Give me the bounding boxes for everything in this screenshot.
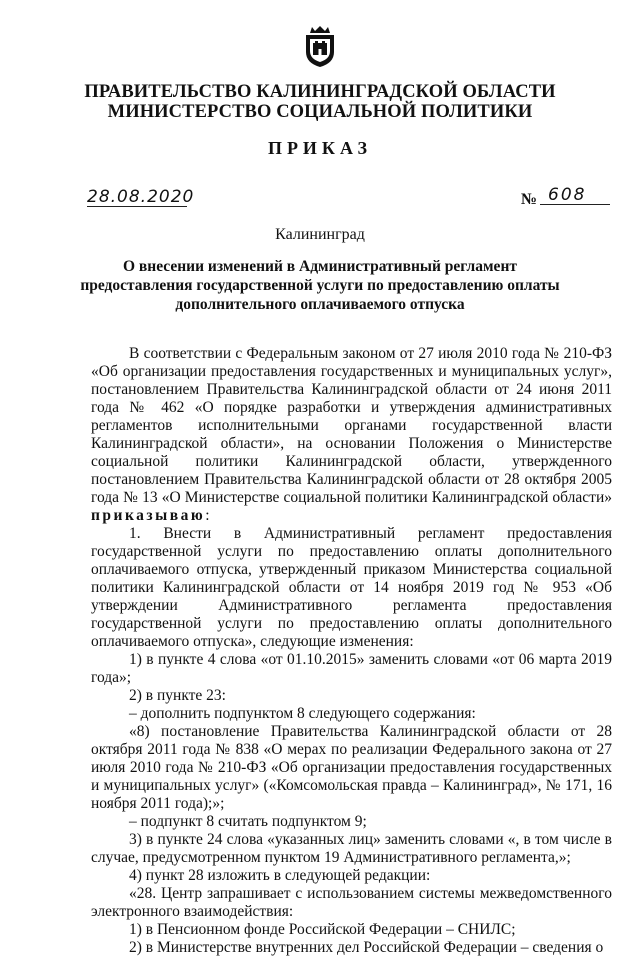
- ministry-name: МИНИСТЕРСТВО СОЦИАЛЬНОЙ ПОЛИТИКИ: [107, 102, 533, 122]
- order-number: 608: [540, 186, 610, 205]
- paragraph: – подпункт 8 считать подпунктом 9;: [129, 813, 367, 830]
- government-name: ПРАВИТЕЛЬСТВО КАЛИНИНГРАДСКОЙ ОБЛАСТИ: [84, 82, 556, 102]
- preamble-paragraph: [91, 345, 612, 525]
- preamble-colon: :: [205, 507, 210, 524]
- paragraph: 3) в пункте 24 слова «указанных лиц» заменить словами «, в том числе в случае, предусмотренном пунктом 19 Административного регламента,»;: [91, 831, 612, 866]
- order-date: 28.08.2020: [87, 187, 195, 207]
- paragraph: 4) пункт 28 изложить в следующей редакции:: [129, 867, 431, 884]
- city: Калининград: [275, 226, 365, 243]
- order-number-label: №: [521, 191, 538, 208]
- paragraph: – дополнить подпунктом 8 следующего содержания:: [129, 705, 476, 722]
- preamble-text: В соответствии с Федеральным законом от 27 июля 2010 года № 210-ФЗ «Об организации предоставления государственных и муниципальных услуг», постановлением Правительства Калининградской области от 24 июня 2011 года № 462 «О порядке разработки и утверждения административных регламентов исполнительными органами государственной власти Калининградской области», на основании Положения о Министерстве социальной политики Калининградской области, утвержденного постановлением Правительства Калининградской области от 28 октября 2005 года № 13 «О Министерстве социальной политики Калининградской области»: [91, 345, 612, 506]
- paragraph: 1. Внести в Административный регламент предоставления государственной услуги по предоставлению оплаты дополнительного оплачиваемого отпуска, утвержденный приказом Министерства социальной политики Калининградской области от 14 ноября 2019 год № 953 «Об утверждении Административного регламента предоставления государственной услуги по предоставлению оплаты дополнительного оплачиваемого отпуска», следующие изменения:: [91, 525, 612, 650]
- paragraph: 1) в пункте 4 слова «от 01.10.2015» заменить словами «от 06 марта 2019 года»;: [91, 651, 612, 686]
- paragraph: 2) в Министерстве внутренних дел Российской Федерации – сведения о: [129, 939, 604, 956]
- paragraph: «8) постановление Правительства Калининградской области от 28 октября 2011 года № 838 «О мерах по реализации Федерального закона от 27 июля 2010 года № 210-ФЗ «Об организации предоставления государственных и муниципальных услуг» («Комсомольская правда – Калининград», № 171, 16 ноября 2011 года);»;: [91, 723, 612, 812]
- document-title: О внесении изменений в Административный регламент предоставления государственной услуги по предоставлению оплаты дополнительного оплачиваемого отпуска: [80, 258, 560, 313]
- paragraph: 1) в Пенсионном фонде Российской Федерации – СНИЛС;: [129, 921, 516, 938]
- paragraph: «28. Центр запрашивает с использованием системы межведомственного электронного взаимодействия:: [91, 885, 612, 920]
- document-type: ПРИКАЗ: [267, 138, 373, 158]
- order-verb: приказываю: [91, 507, 206, 524]
- document-body: [91, 345, 612, 957]
- coat-of-arms-icon: [302, 24, 338, 68]
- paragraph: 2) в пункте 23:: [129, 687, 226, 704]
